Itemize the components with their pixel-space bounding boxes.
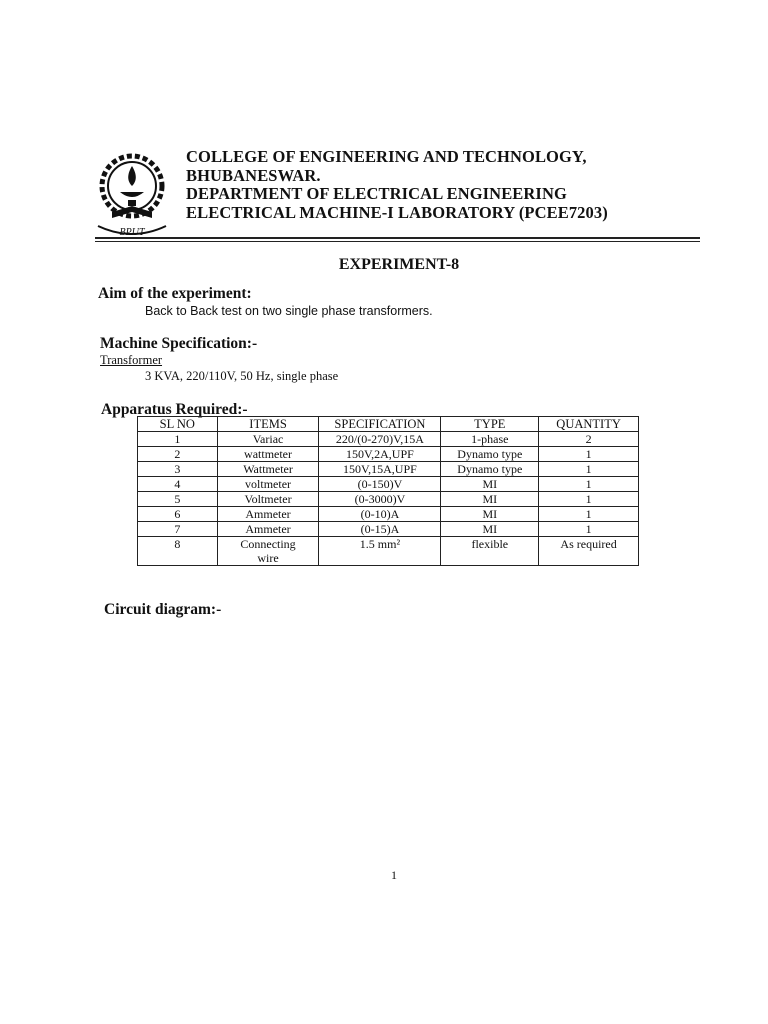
header-rule-thin (95, 241, 700, 242)
table-row (138, 507, 639, 522)
table-row (138, 432, 639, 447)
apparatus-heading: Apparatus Required:- (101, 401, 248, 418)
cell-type: Dynamo type (441, 462, 539, 477)
cell-sl-no: 5 (138, 492, 218, 507)
cell-quantity: 1 (539, 492, 639, 507)
cell-type: 1-phase (441, 432, 539, 447)
cell-type: flexible (441, 537, 539, 566)
table-header-row (138, 417, 639, 432)
cell-type: Dynamo type (441, 447, 539, 462)
cell-type: MI (441, 507, 539, 522)
cell-specification: (0-10)A (319, 507, 441, 522)
table-row (138, 477, 639, 492)
logo-text: BPUT (119, 227, 145, 238)
cell-sl-no: 2 (138, 447, 218, 462)
cell-quantity: 1 (539, 447, 639, 462)
cell-item: Connecting wire (217, 537, 319, 566)
cell-sl-no: 6 (138, 507, 218, 522)
cell-quantity: 1 (539, 462, 639, 477)
col-header-type: TYPE (441, 417, 539, 432)
col-header-sl-no: SL NO (138, 417, 218, 432)
cell-quantity: 1 (539, 522, 639, 537)
cell-type: MI (441, 522, 539, 537)
header-lab-name: ELECTRICAL MACHINE-I LABORATORY (PCEE7203) (186, 203, 608, 222)
experiment-title: EXPERIMENT-8 (338, 256, 460, 273)
cell-type: MI (441, 477, 539, 492)
cell-sl-no: 1 (138, 432, 218, 447)
cell-specification: (0-3000)V (319, 492, 441, 507)
cell-item: voltmeter (217, 477, 319, 492)
cell-sl-no: 4 (138, 477, 218, 492)
cell-sl-no: 8 (138, 537, 218, 566)
table-row (138, 522, 639, 537)
header-rule-thick (95, 237, 700, 239)
cell-quantity: 1 (539, 477, 639, 492)
cell-item: Ammeter (217, 522, 319, 537)
cell-item: Variac (217, 432, 319, 447)
col-header-items: ITEMS (217, 417, 319, 432)
circuit-diagram-heading: Circuit diagram:- (104, 601, 222, 618)
machine-spec-text: 3 KVA, 220/110V, 50 Hz, single phase (145, 369, 339, 383)
header-city: BHUBANESWAR. (186, 166, 321, 185)
page-number: 1 (391, 868, 397, 882)
aim-text: Back to Back test on two single phase transformers. (145, 304, 433, 318)
machine-spec-heading: Machine Specification:- (100, 335, 258, 352)
college-logo (92, 146, 172, 242)
table-row (138, 462, 639, 477)
cell-quantity: 2 (539, 432, 639, 447)
cell-sl-no: 3 (138, 462, 218, 477)
cell-item: Wattmeter (217, 462, 319, 477)
machine-spec-subheading: Transformer (100, 353, 163, 367)
apparatus-table (137, 416, 639, 566)
cell-specification: (0-15)A (319, 522, 441, 537)
table-row (138, 492, 639, 507)
col-header-specification: SPECIFICATION (319, 417, 441, 432)
cell-sl-no: 7 (138, 522, 218, 537)
cell-specification: 1.5 mm² (319, 537, 441, 566)
cell-item: Ammeter (217, 507, 319, 522)
cell-quantity: 1 (539, 507, 639, 522)
cell-item: Voltmeter (217, 492, 319, 507)
cell-specification: 150V,2A,UPF (319, 447, 441, 462)
table-row (138, 447, 639, 462)
cell-type: MI (441, 492, 539, 507)
cell-specification: 150V,15A,UPF (319, 462, 441, 477)
col-header-quantity: QUANTITY (539, 417, 639, 432)
book-icon (112, 206, 152, 218)
cell-quantity: As required (539, 537, 639, 566)
header-department: DEPARTMENT OF ELECTRICAL ENGINEERING (186, 184, 567, 203)
cell-specification: (0-150)V (319, 477, 441, 492)
aim-heading: Aim of the experiment: (98, 285, 252, 302)
lamp-icon (120, 166, 144, 206)
header-college-name: COLLEGE OF ENGINEERING AND TECHNOLOGY, (186, 147, 587, 166)
cell-item: wattmeter (217, 447, 319, 462)
table-row (138, 537, 639, 566)
cell-specification: 220/(0-270)V,15A (319, 432, 441, 447)
